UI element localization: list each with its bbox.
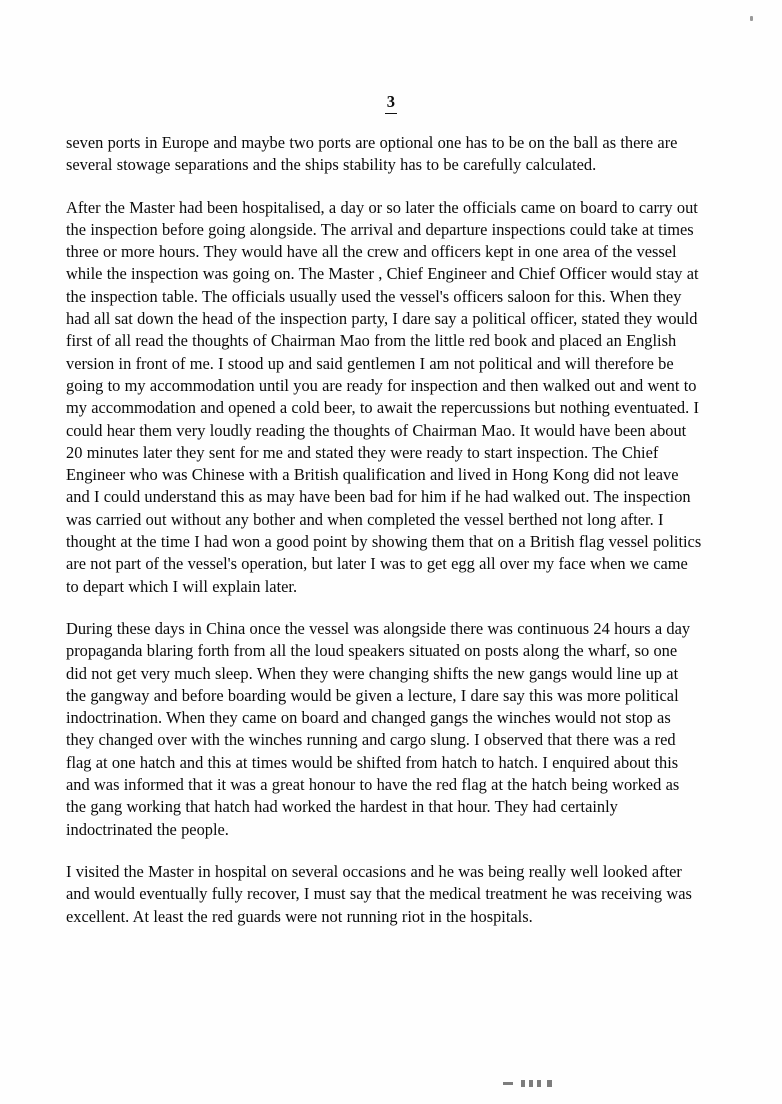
scan-artifact-speck [750,16,753,21]
paragraph: During these days in China once the vessel was alongside there was continuous 24 hours a day propaganda blaring forth from all the loud speakers situated on posts along the wharf, so one did not get very much sleep. When they were changing shifts the new gangs would line up at the gangway and before boarding would be given a lecture, I dare say this was more political indoctrination. When they came on board and changed gangs the winches would not stop as they changed over with the winches running and cargo slung. I observed that there was a red flag at one hatch and this at times would be shifted from hatch to hatch. I enquired about this and was informed that it was a great honour to have the red flag at the hatch being worked as the gang working that hatch had worked the hardest in that hour. They had certainly indoctrinated the people. [66,618,691,839]
scan-artifact-footer-marks [503,1078,593,1090]
page-number-value: 3 [385,92,397,114]
document-body [66,132,702,928]
paragraph: I visited the Master in hospital on several occasions and he was being really well looked after and would eventually fully recover, I must say that the medical treatment he was receiving was excellent. At least the red guards were not running riot in the hospitals. [66,861,692,926]
paragraph: After the Master had been hospitalised, a day or so later the officials came on board to carry out the inspection before going alongside. The arrival and departure inspections could take at times three or more hours. They would have all the crew and officers kept in one area of the vessel while the inspection was going on. The Master , Chief Engineer and Chief Officer would stay at the inspection table. The officials usually used the vessel's officers saloon for this. When they had all sat down the head of the inspection party, I dare say a political officer, stated they would first of all read the thoughts of Chairman Mao from the little red book and placed an English version in front of me. I stood up and said gentlemen I am not political and will therefore be going to my accommodation until you are ready for inspection and then walked out and went to my accommodation and opened a cold beer, to await the repercussions but nothing eventuated. I could hear them very loudly reading the thoughts of Chairman Mao. It would have been about 20 minutes later they sent for me and stated they were ready to start inspection. The Chief Engineer who was Chinese with a British qualification and lived in Hong Kong did not leave and I could understand this as may have been bad for him if he had walked out. The inspection was carried out without any bother and when completed the vessel berthed not long after. I thought at the time I had won a good point by showing them that on a British flag vessel politics are not part of the vessel's operation, but later I was to get egg all over my face when we came to depart which I will explain later. [66,197,702,596]
paragraph: seven ports in Europe and maybe two ports are optional one has to be on the ball as there are several stowage separations and the ships stability has to be carefully calculated. [66,133,678,175]
page-number [0,92,782,114]
